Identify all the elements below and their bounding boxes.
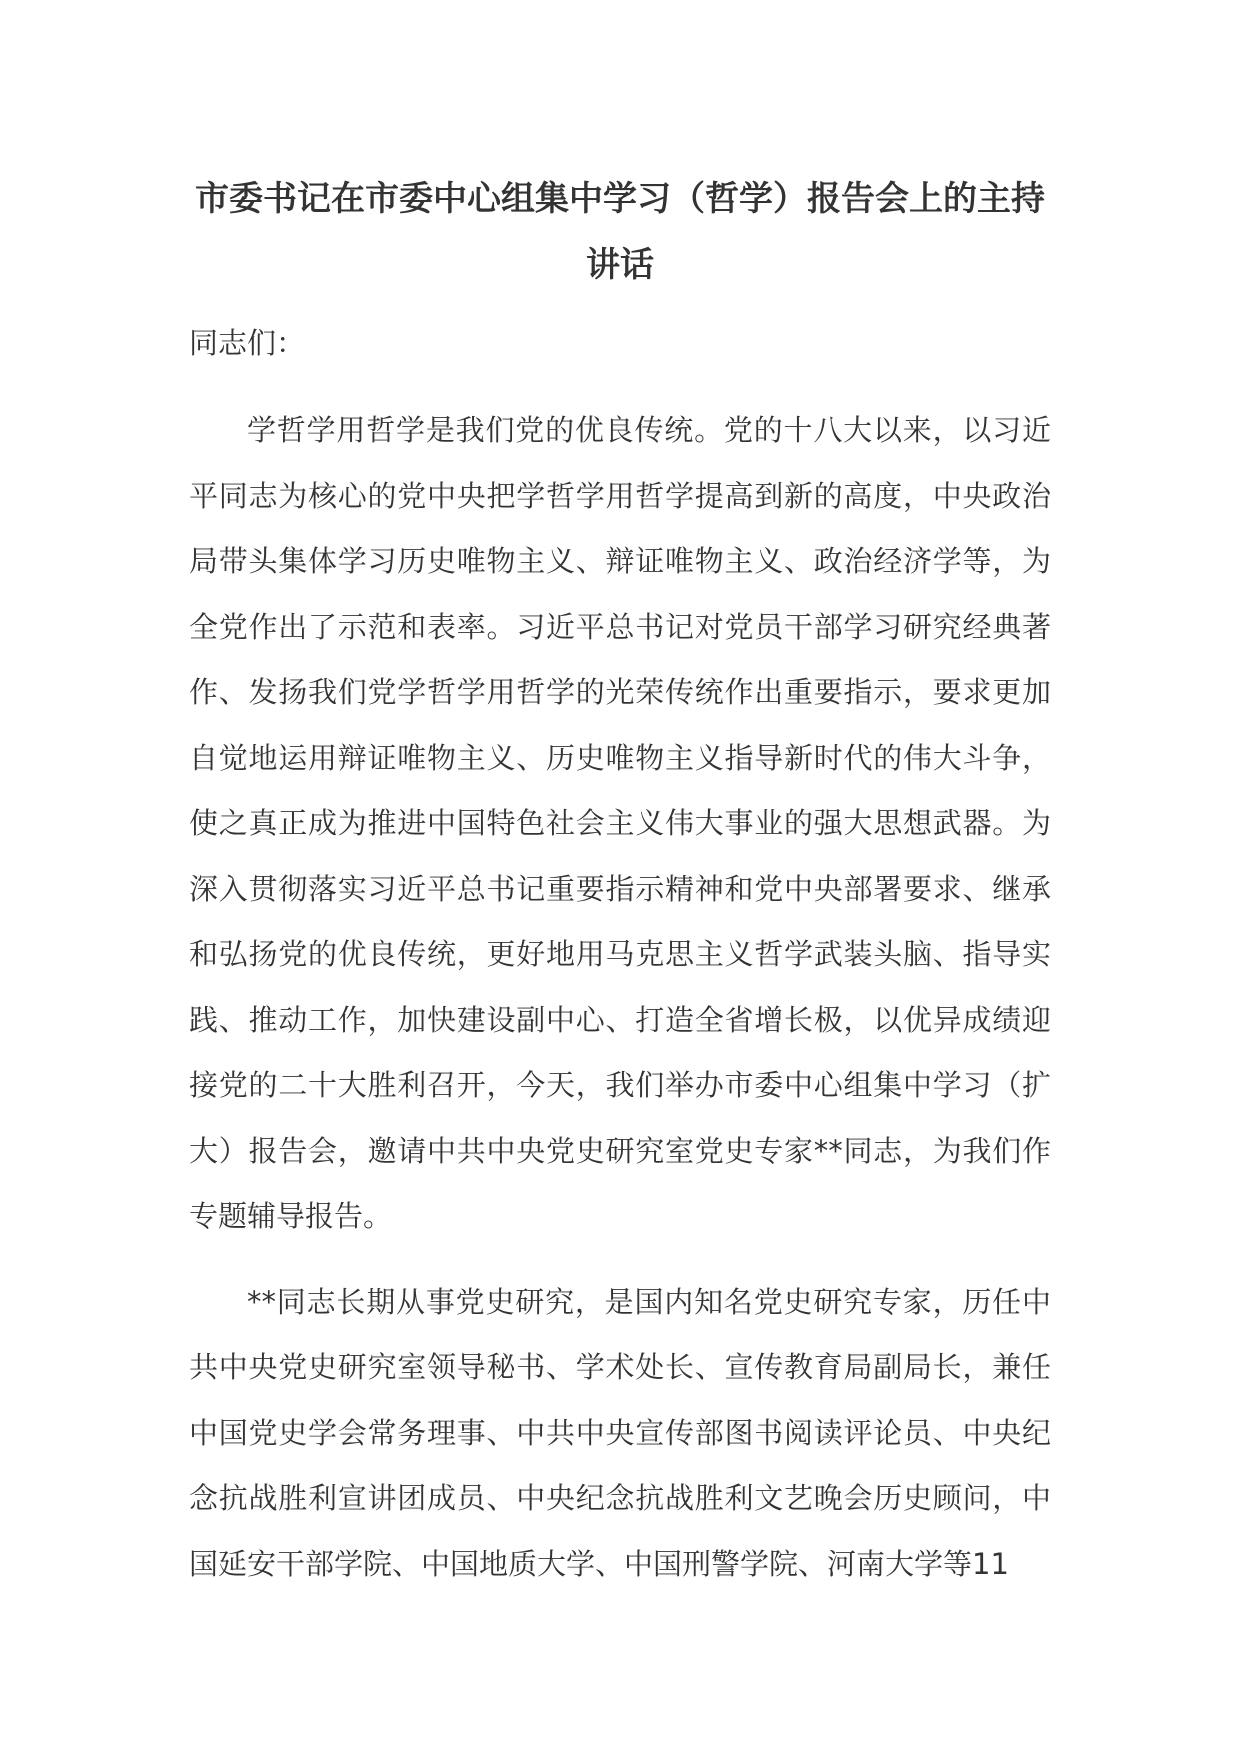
salutation: 同志们：	[189, 326, 306, 360]
paragraph-2: **同志长期从事党史研究，是国内知名党史研究专家，历任中共中央党史研究室领导秘书、学术处长、宣传教育局副局长，兼任中国党史学会常务理事、中共中央宣传部图书阅读评论员、中央纪念抗战胜利宣讲团成员、中央纪念抗战胜利文艺晚会历史顾问，中国延安干部学院、中国地质大学、中国刑警学院、河南大学等11	[189, 1284, 1051, 1581]
paragraph-1: 学哲学用哲学是我们党的优良传统。党的十八大以来，以习近平同志为核心的党中央把学哲学用哲学提高到新的高度，中央政治局带头集体学习历史唯物主义、辩证唯物主义、政治经济学等，为全党作出了示范和表率。习近平总书记对党员干部学习研究经典著作、发扬我们党学哲学用哲学的光荣传统作出重要指示，要求更加自觉地运用辩证唯物主义、历史唯物主义指导新时代的伟大斗争，使之真正成为推进中国特色社会主义伟大事业的强大思想武器。为深入贯彻落实习近平总书记重要指示精神和党中央部署要求、继承和弘扬党的优良传统，更好地用马克思主义哲学武装头脑、指导实践、推动工作，加快建设副中心、打造全省增长极，以优异成绩迎接党的二十大胜利召开，今天，我们举办市委中心组集中学习（扩大）报告会，邀请中共中央党史研究室党史专家**同志，为我们作专题辅导报告。	[189, 413, 1051, 1233]
document-title: 市委书记在市委中心组集中学习（哲学）报告会上的主持讲话	[195, 179, 1045, 285]
document-body	[189, 310, 1051, 1617]
